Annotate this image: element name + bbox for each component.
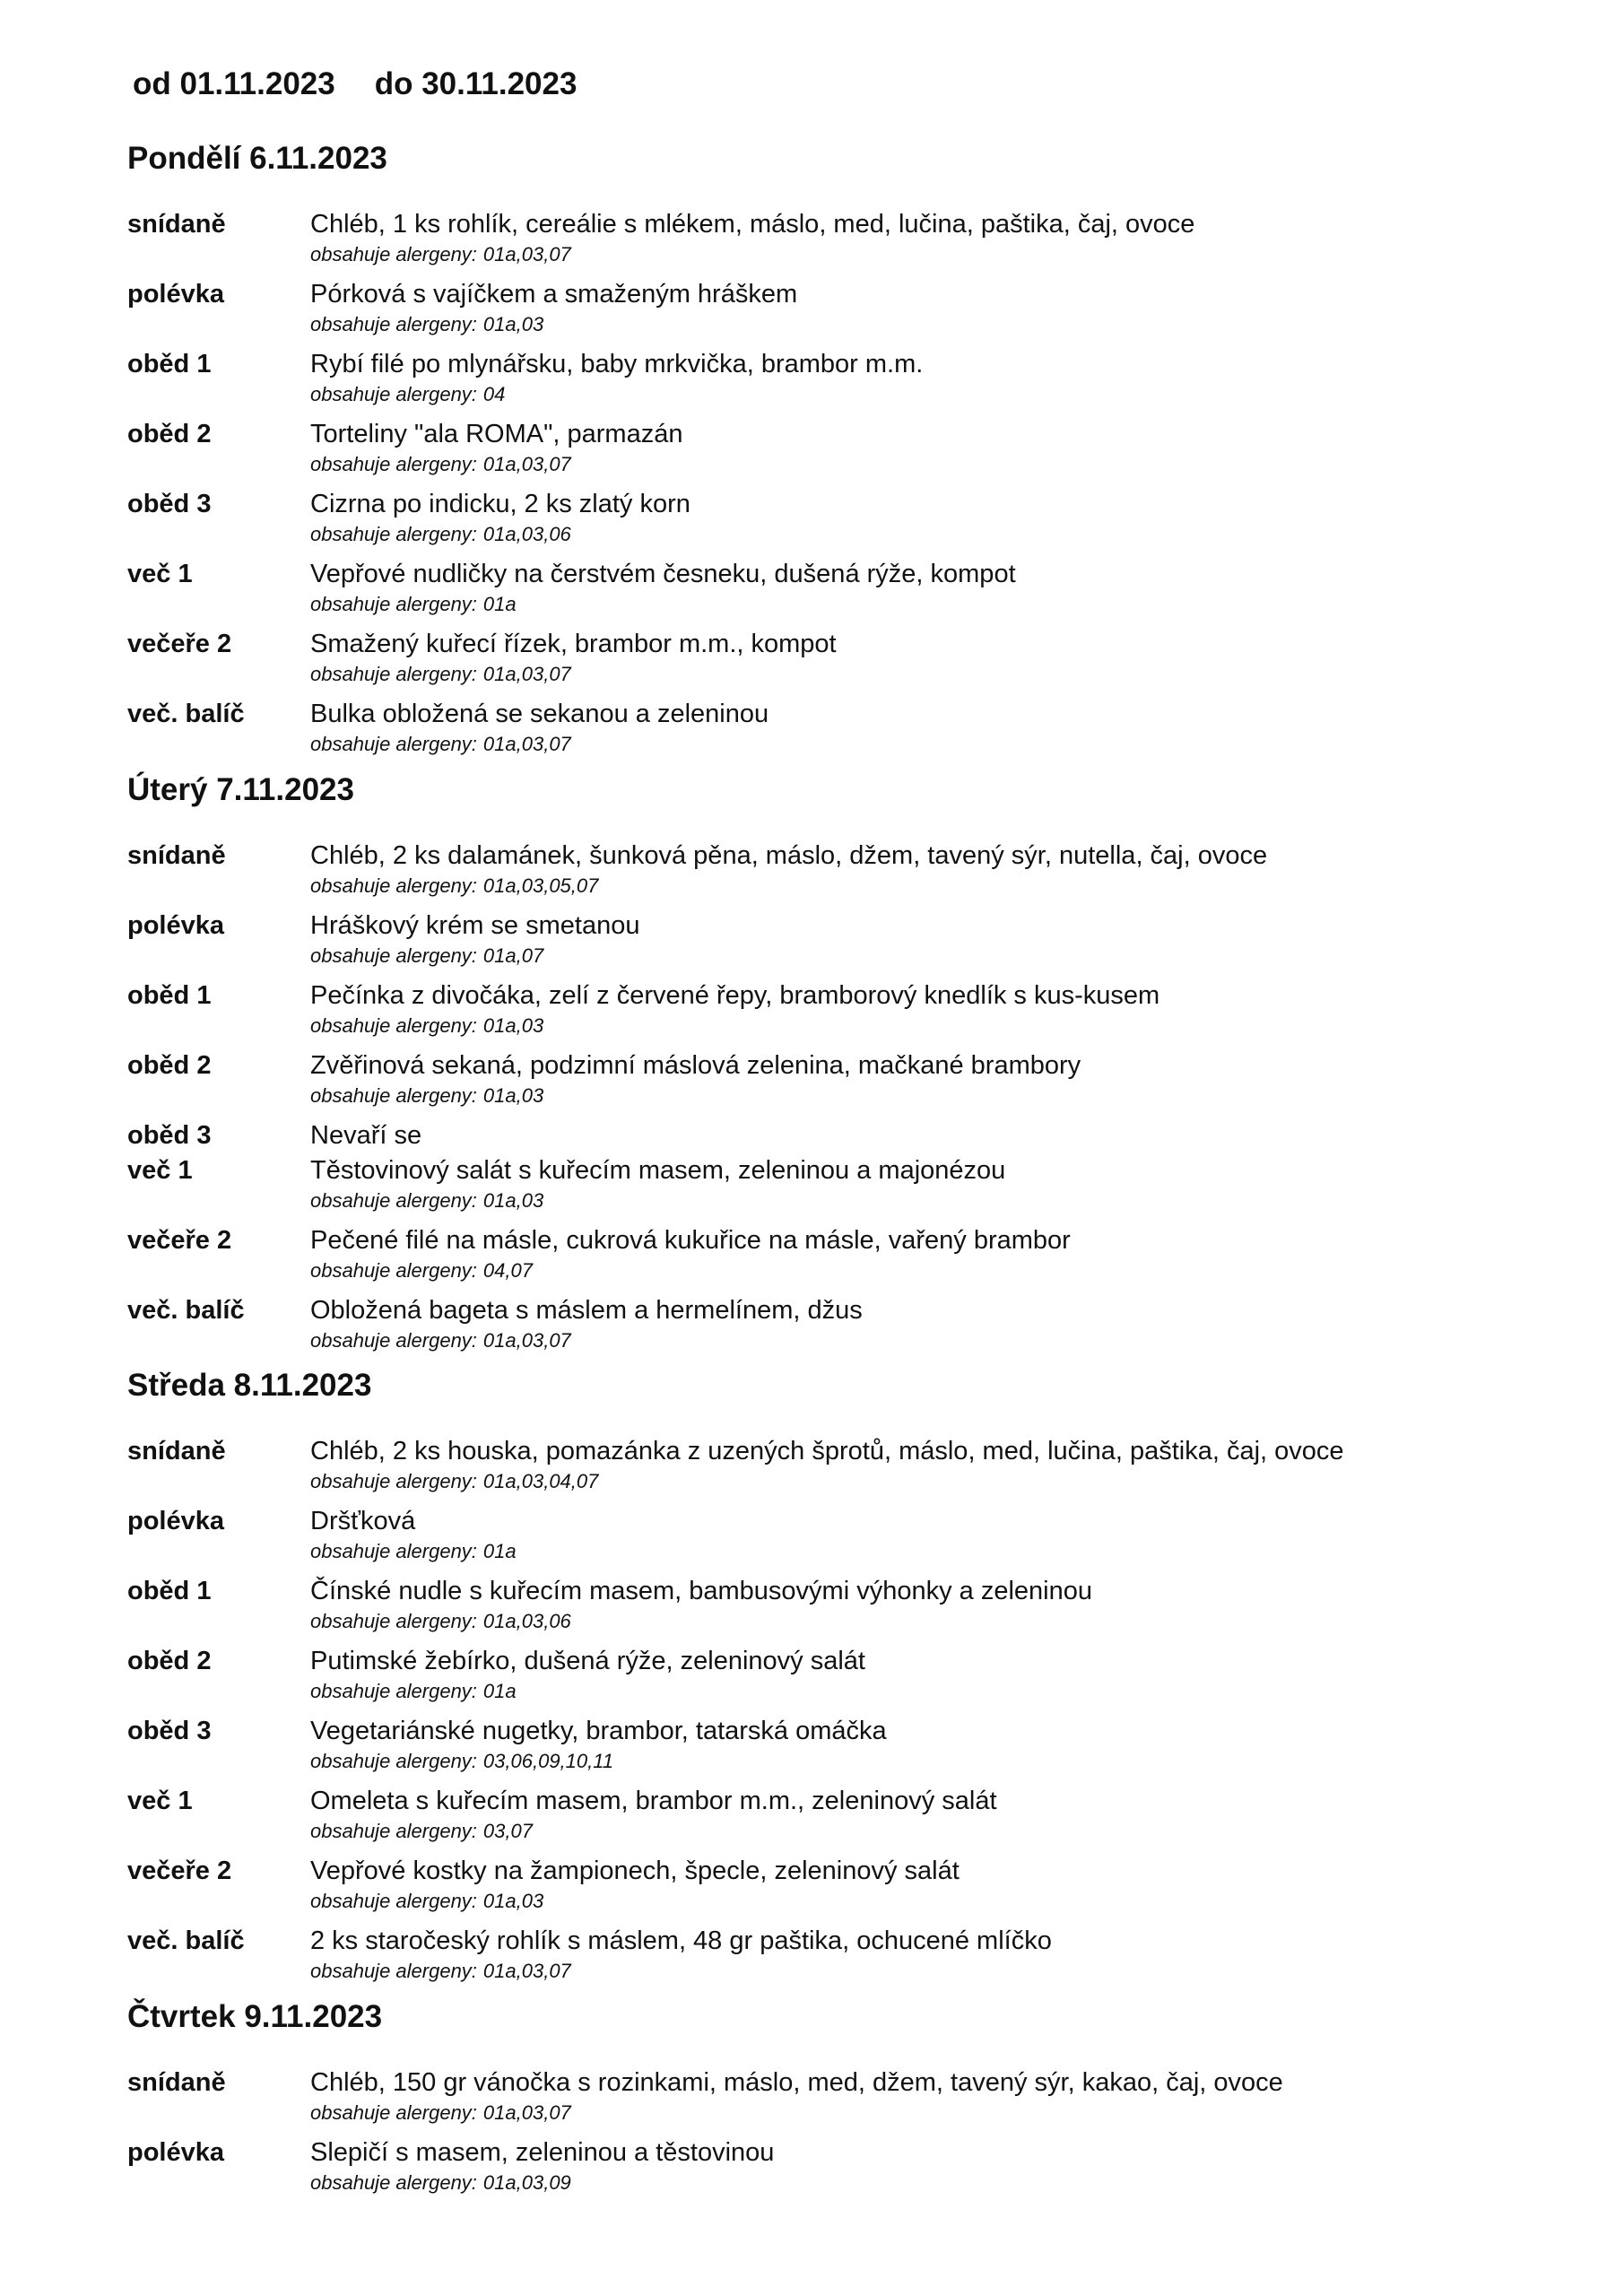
period-from: od 01.11.2023 bbox=[133, 66, 335, 101]
meal-row bbox=[127, 979, 1526, 1049]
meal-row bbox=[127, 2066, 1526, 2136]
day-title: Čtvrtek 9.11.2023 bbox=[127, 1999, 383, 2034]
meal-description: Putimské žebírko, dušená rýže, zeleninový salát bbox=[310, 1647, 865, 1675]
meal-description: Vepřové nudličky na čerstvém česneku, dušená rýže, kompot bbox=[310, 560, 1016, 588]
allergen-codes: 01a,03,05,07 bbox=[482, 874, 599, 897]
meal-row bbox=[127, 1049, 1526, 1119]
allergen-prefix: obsahuje alergeny: bbox=[310, 1680, 477, 1702]
meal-row bbox=[127, 1785, 1526, 1855]
meal-label: oběd 1 bbox=[127, 350, 212, 378]
meal-allergens bbox=[310, 383, 505, 406]
meal-allergens bbox=[310, 1014, 543, 1038]
meal-allergens bbox=[310, 1680, 517, 1703]
meal-description: Pórková s vajíčkem a smaženým hráškem bbox=[310, 280, 798, 309]
meal-allergens bbox=[310, 1820, 533, 1843]
allergen-prefix: obsahuje alergeny: bbox=[310, 1259, 477, 1282]
meal-description: Čínské nudle s kuřecím masem, bambusovými výhonky a zeleninou bbox=[310, 1577, 1092, 1605]
meal-allergens bbox=[310, 313, 543, 336]
meal-description: Vegetariánské nugetky, brambor, tatarská omáčka bbox=[310, 1717, 887, 1745]
meal-row bbox=[127, 1119, 1526, 1154]
allergen-prefix: obsahuje alergeny: bbox=[310, 523, 477, 545]
allergen-prefix: obsahuje alergeny: bbox=[310, 1960, 477, 1982]
allergen-prefix: obsahuje alergeny: bbox=[310, 1470, 477, 1492]
meal-label: polévka bbox=[127, 280, 224, 309]
meal-label: snídaně bbox=[127, 210, 226, 239]
allergen-prefix: obsahuje alergeny: bbox=[310, 1610, 477, 1632]
meal-label: oběd 2 bbox=[127, 1051, 212, 1080]
allergen-codes: 01a,03 bbox=[482, 313, 544, 335]
meal-label: več 1 bbox=[127, 1787, 193, 1815]
allergen-prefix: obsahuje alergeny: bbox=[310, 383, 477, 405]
meal-label: oběd 1 bbox=[127, 981, 212, 1010]
meal-row bbox=[127, 1224, 1526, 1294]
meal-row bbox=[127, 909, 1526, 979]
meal-label: snídaně bbox=[127, 841, 226, 870]
meal-description: Chléb, 1 ks rohlík, cereálie s mlékem, máslo, med, lučina, paštika, čaj, ovoce bbox=[310, 210, 1195, 239]
day-section bbox=[127, 1367, 1526, 1995]
meal-label: snídaně bbox=[127, 2068, 226, 2097]
meal-row bbox=[127, 1715, 1526, 1785]
day-section bbox=[127, 140, 1526, 768]
allergen-prefix: obsahuje alergeny: bbox=[310, 1084, 477, 1107]
meal-description: Bulka obložená se sekanou a zeleninou bbox=[310, 700, 769, 728]
meal-description: Omeleta s kuřecím masem, brambor m.m., zeleninový salát bbox=[310, 1787, 997, 1815]
allergen-codes: 01a,03,07 bbox=[482, 453, 571, 475]
allergen-prefix: obsahuje alergeny: bbox=[310, 874, 477, 897]
meal-row bbox=[127, 1154, 1526, 1224]
meal-label: oběd 3 bbox=[127, 1717, 212, 1745]
meal-label: oběd 3 bbox=[127, 1121, 212, 1150]
meal-description: Smažený kuřecí řízek, brambor m.m., kompot bbox=[310, 630, 837, 658]
meal-list bbox=[127, 2066, 1526, 2206]
menu-period bbox=[133, 66, 577, 102]
meal-row bbox=[127, 488, 1526, 558]
meal-label: polévka bbox=[127, 2138, 224, 2167]
day-section bbox=[127, 1998, 1526, 2206]
meal-allergens bbox=[310, 1084, 543, 1108]
meal-row bbox=[127, 1925, 1526, 1995]
meal-label: oběd 1 bbox=[127, 1577, 212, 1605]
day-title: Pondělí 6.11.2023 bbox=[127, 141, 387, 176]
allergen-prefix: obsahuje alergeny: bbox=[310, 1014, 477, 1037]
allergen-prefix: obsahuje alergeny: bbox=[310, 944, 477, 967]
day-title: Úterý 7.11.2023 bbox=[127, 772, 354, 807]
meal-description: Nevaří se bbox=[310, 1121, 422, 1150]
meal-description: Torteliny "ala ROMA", parmazán bbox=[310, 420, 683, 448]
allergen-codes: 01a bbox=[482, 1540, 517, 1562]
allergen-codes: 03,06,09,10,11 bbox=[482, 1750, 614, 1772]
meal-description: Zvěřinová sekaná, podzimní máslová zelenina, mačkané brambory bbox=[310, 1051, 1081, 1080]
meal-row bbox=[127, 628, 1526, 698]
meal-description: Pečínka z divočáka, zelí z červené řepy, bramborový knedlík s kus-kusem bbox=[310, 981, 1160, 1010]
meal-label: oběd 3 bbox=[127, 490, 212, 518]
meal-description: Cizrna po indicku, 2 ks zlatý korn bbox=[310, 490, 690, 518]
allergen-codes: 01a,03,06 bbox=[482, 1610, 571, 1632]
allergen-codes: 01a,03,07 bbox=[482, 243, 571, 265]
allergen-prefix: obsahuje alergeny: bbox=[310, 1750, 477, 1772]
allergen-codes: 01a,03 bbox=[482, 1014, 544, 1037]
meal-allergens bbox=[310, 243, 571, 266]
meal-description: Rybí filé po mlynářsku, baby mrkvička, brambor m.m. bbox=[310, 350, 924, 378]
meal-label: večeře 2 bbox=[127, 1226, 232, 1255]
allergen-prefix: obsahuje alergeny: bbox=[310, 1189, 477, 1212]
allergen-codes: 01a bbox=[482, 593, 517, 615]
meal-allergens bbox=[310, 453, 571, 476]
meal-allergens bbox=[310, 1470, 598, 1493]
meal-allergens bbox=[310, 1189, 543, 1213]
meal-row bbox=[127, 1294, 1526, 1364]
meal-allergens bbox=[310, 1540, 517, 1563]
meal-label: večeře 2 bbox=[127, 1857, 232, 1885]
allergen-prefix: obsahuje alergeny: bbox=[310, 1890, 477, 1912]
meal-description: Hráškový krém se smetanou bbox=[310, 911, 640, 940]
meal-label: snídaně bbox=[127, 1437, 226, 1465]
meal-description: Vepřové kostky na žampionech, špecle, zeleninový salát bbox=[310, 1857, 960, 1885]
day-title: Středa 8.11.2023 bbox=[127, 1368, 372, 1403]
meal-row bbox=[127, 698, 1526, 768]
meal-row bbox=[127, 278, 1526, 348]
meal-allergens bbox=[310, 1960, 571, 1983]
meal-allergens bbox=[310, 2171, 571, 2195]
allergen-prefix: obsahuje alergeny: bbox=[310, 1820, 477, 1842]
meal-allergens bbox=[310, 593, 517, 616]
meal-row bbox=[127, 2136, 1526, 2206]
allergen-codes: 01a,03,07 bbox=[482, 2101, 571, 2124]
allergen-prefix: obsahuje alergeny: bbox=[310, 663, 477, 685]
allergen-codes: 01a,03,07 bbox=[482, 733, 571, 755]
meal-row bbox=[127, 208, 1526, 278]
meal-allergens bbox=[310, 2101, 571, 2125]
meal-list bbox=[127, 839, 1526, 1364]
allergen-codes: 01a,03 bbox=[482, 1189, 544, 1212]
meal-allergens bbox=[310, 523, 571, 546]
allergen-prefix: obsahuje alergeny: bbox=[310, 1329, 477, 1352]
meal-description: Těstovinový salát s kuřecím masem, zeleninou a majonézou bbox=[310, 1156, 1006, 1185]
allergen-codes: 03,07 bbox=[482, 1820, 533, 1842]
meal-description: Obložená bageta s máslem a hermelínem, džus bbox=[310, 1296, 863, 1325]
meal-row bbox=[127, 1575, 1526, 1645]
meal-row bbox=[127, 418, 1526, 488]
meal-allergens bbox=[310, 733, 571, 756]
meal-list bbox=[127, 208, 1526, 768]
allergen-codes: 01a,03 bbox=[482, 1084, 544, 1107]
meal-description: Dršťková bbox=[310, 1507, 416, 1535]
meal-label: več 1 bbox=[127, 560, 193, 588]
meal-allergens bbox=[310, 663, 571, 686]
meal-allergens bbox=[310, 944, 543, 968]
meal-description: Slepičí s masem, zeleninou a těstovinou bbox=[310, 2138, 775, 2167]
allergen-prefix: obsahuje alergeny: bbox=[310, 243, 477, 265]
allergen-prefix: obsahuje alergeny: bbox=[310, 1540, 477, 1562]
allergen-codes: 01a,03,06 bbox=[482, 523, 571, 545]
meal-row bbox=[127, 348, 1526, 418]
allergen-codes: 01a,03 bbox=[482, 1890, 544, 1912]
meal-row bbox=[127, 1435, 1526, 1505]
meal-allergens bbox=[310, 1259, 533, 1283]
meal-label: več. balíč bbox=[127, 1296, 245, 1325]
allergen-codes: 01a,03,07 bbox=[482, 663, 571, 685]
allergen-prefix: obsahuje alergeny: bbox=[310, 313, 477, 335]
meal-label: oběd 2 bbox=[127, 1647, 212, 1675]
allergen-prefix: obsahuje alergeny: bbox=[310, 593, 477, 615]
meal-allergens bbox=[310, 1329, 571, 1352]
meal-list bbox=[127, 1435, 1526, 1995]
allergen-codes: 01a,07 bbox=[482, 944, 544, 967]
meal-description: 2 ks staročeský rohlík s máslem, 48 gr paštika, ochucené mlíčko bbox=[310, 1926, 1052, 1955]
meal-allergens bbox=[310, 1610, 571, 1633]
meal-row bbox=[127, 1855, 1526, 1925]
meal-label: več. balíč bbox=[127, 1926, 245, 1955]
meal-label: več. balíč bbox=[127, 700, 245, 728]
meal-description: Chléb, 2 ks dalamánek, šunková pěna, máslo, džem, tavený sýr, nutella, čaj, ovoce bbox=[310, 841, 1268, 870]
allergen-prefix: obsahuje alergeny: bbox=[310, 2171, 477, 2194]
period-to: do 30.11.2023 bbox=[374, 66, 578, 101]
meal-label: polévka bbox=[127, 1507, 224, 1535]
meal-label: več 1 bbox=[127, 1156, 193, 1185]
meal-label: oběd 2 bbox=[127, 420, 212, 448]
allergen-prefix: obsahuje alergeny: bbox=[310, 453, 477, 475]
day-section bbox=[127, 771, 1526, 1364]
allergen-codes: 04 bbox=[482, 383, 506, 405]
allergen-codes: 01a,03,07 bbox=[482, 1960, 571, 1982]
allergen-codes: 01a,03,09 bbox=[482, 2171, 571, 2194]
meal-description: Chléb, 150 gr vánočka s rozinkami, máslo, med, džem, tavený sýr, kakao, čaj, ovoce bbox=[310, 2068, 1283, 2097]
meal-label: večeře 2 bbox=[127, 630, 232, 658]
allergen-codes: 04,07 bbox=[482, 1259, 533, 1282]
meal-description: Pečené filé na másle, cukrová kukuřice na másle, vařený brambor bbox=[310, 1226, 1071, 1255]
meal-row bbox=[127, 839, 1526, 909]
allergen-codes: 01a,03,07 bbox=[482, 1329, 571, 1352]
meal-allergens bbox=[310, 874, 598, 898]
meal-allergens bbox=[310, 1750, 613, 1773]
meal-row bbox=[127, 1505, 1526, 1575]
meal-label: polévka bbox=[127, 911, 224, 940]
meal-allergens bbox=[310, 1890, 543, 1913]
allergen-codes: 01a,03,04,07 bbox=[482, 1470, 599, 1492]
allergen-prefix: obsahuje alergeny: bbox=[310, 2101, 477, 2124]
allergen-prefix: obsahuje alergeny: bbox=[310, 733, 477, 755]
meal-row bbox=[127, 558, 1526, 628]
meal-row bbox=[127, 1645, 1526, 1715]
allergen-codes: 01a bbox=[482, 1680, 517, 1702]
meal-description: Chléb, 2 ks houska, pomazánka z uzených šprotů, máslo, med, lučina, paštika, čaj, ovoce bbox=[310, 1437, 1344, 1465]
